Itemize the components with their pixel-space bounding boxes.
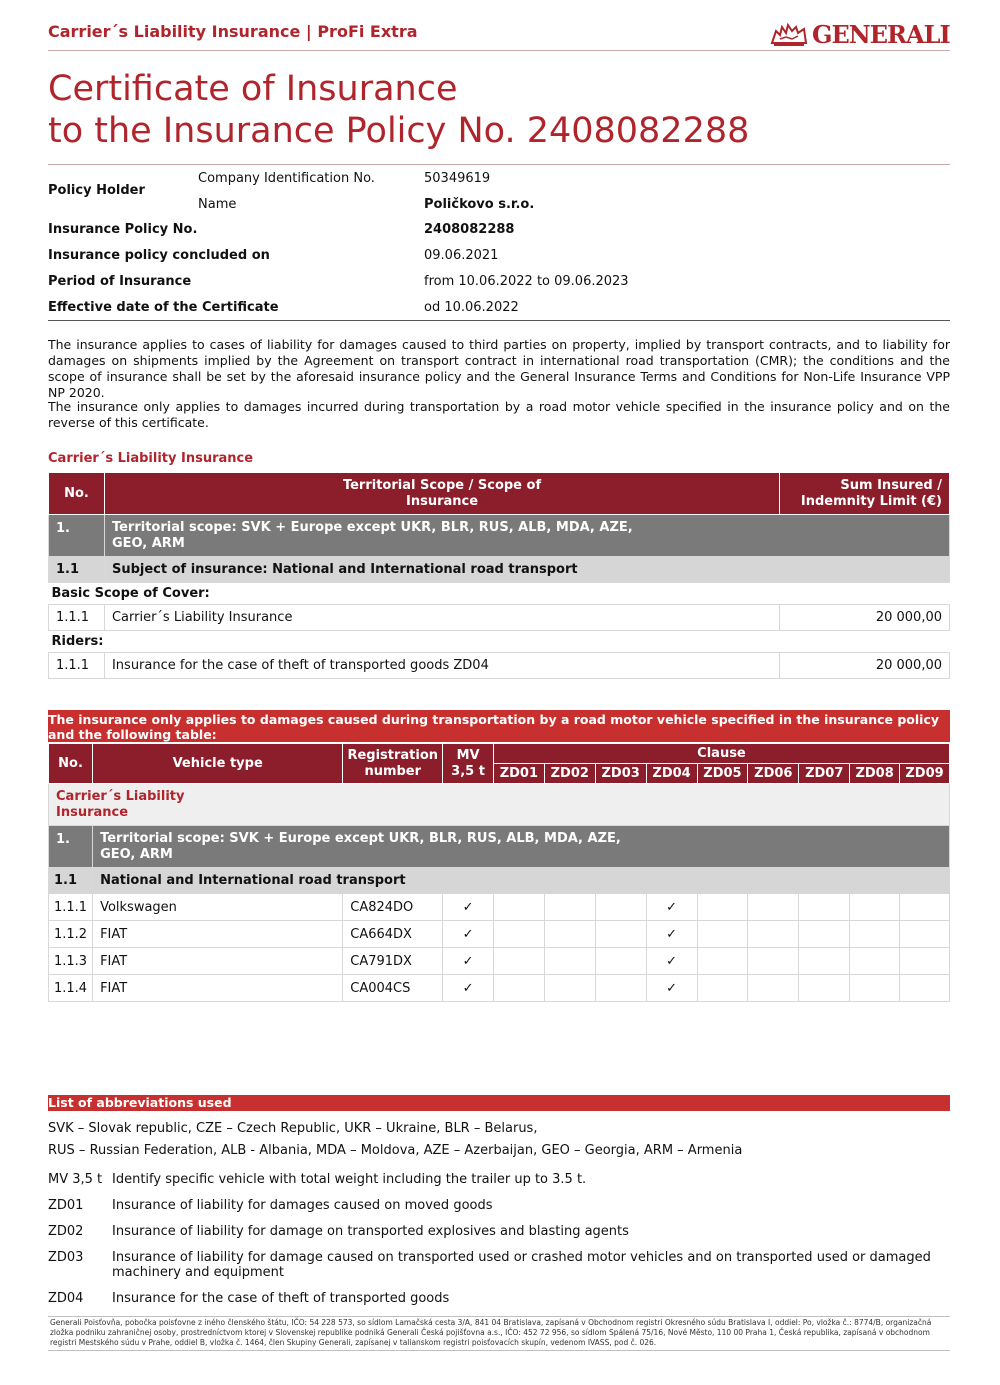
- title-line-2: to the Insurance Policy No. 2408082288: [48, 111, 750, 151]
- clause-cell: [748, 948, 799, 975]
- countries-line-1: SVK – Slovak republic, CZE – Czech Republic, UKR – Ukraine, BLR – Belarus,: [48, 1121, 538, 1136]
- zd04-check: ✓: [646, 894, 697, 921]
- vscope-cell: [93, 826, 950, 868]
- vehicle-no: 1.1.3: [49, 948, 93, 975]
- info-divider-top: [48, 164, 950, 165]
- clause-cell: [850, 894, 900, 921]
- vehicle-no: 1.1.1: [49, 894, 93, 921]
- clause-cell: [493, 948, 544, 975]
- vehicle-no: 1.1.2: [49, 921, 93, 948]
- clause-cell: [493, 975, 544, 1002]
- abbr-desc: Insurance for the case of theft of transported goods: [112, 1291, 450, 1306]
- vehicle-reg: CA791DX: [343, 948, 443, 975]
- abbr-desc: Identify specific vehicle with total weight including the trailer up to 3.5 t.: [112, 1172, 587, 1187]
- clause-cell: [900, 894, 950, 921]
- company-id-value: 50349619: [424, 171, 491, 186]
- row11-no: 1.1: [49, 557, 105, 583]
- col-no: No.: [49, 473, 105, 515]
- vehicle-type: FIAT: [93, 948, 343, 975]
- basic-cover-label: Basic Scope of Cover:: [49, 583, 950, 605]
- name-value: Poličkovo s.r.o.: [424, 197, 535, 212]
- footer-legal-text: Generali Poisťovňa, pobočka poisťovne z iného členského štátu, IČO: 54 228 573, so sídlom Lamačská cesta 3/A, 841 04 Bratislava, zapísaná v Obchodnom registri Okresného súdu Bratislava I, oddiel: Po, vložka č.: 8774/B, organizačná zložka podniku zahraničnej osoby, prostredníctvom ktorej v Slovenskej republike podniká Generali Česká pojišťovna a.s., IČO: 452 72 956, so sídlom Spálená 75/16, Nové Město, 110 00 Praha 1, Česká republika, zapísaná v obchodnom registri Mestského súdu v Prahe, oddiel B, vložka č. 1464, člen Skupiny Generali, zapísanej v talianskom registri poisťovacích skupín, vedenom IVASS, pod č. 026.: [50, 1318, 932, 1347]
- mv-check: ✓: [443, 894, 494, 921]
- concluded-label: Insurance policy concluded on: [48, 248, 270, 263]
- clause-zd09: ZD09: [900, 764, 950, 784]
- clause-cell: [595, 921, 646, 948]
- vehicle-section-text: Carrier´s Liability Insurance: [56, 788, 185, 820]
- riders-label: Riders:: [49, 631, 950, 653]
- info-divider-bottom: [48, 320, 950, 321]
- vehicle-reg: CA004CS: [343, 975, 443, 1002]
- abbr-desc: Insurance of liability for damages caused on moved goods: [112, 1198, 493, 1213]
- basic-no: 1.1.1: [49, 605, 105, 631]
- vehicle-no: 1.1.4: [49, 975, 93, 1002]
- rider-no: 1.1.1: [49, 653, 105, 679]
- concluded-value: 09.06.2021: [424, 248, 499, 263]
- clause-cell: [850, 921, 900, 948]
- table-row: [49, 975, 950, 1002]
- liability-table: [48, 472, 950, 679]
- header-divider: [48, 50, 950, 51]
- vcol-no: No.: [49, 744, 93, 784]
- clause-cell: [544, 975, 595, 1002]
- vcol-mv: MV 3,5 t: [443, 744, 494, 784]
- abbr-code: MV 3,5 t: [48, 1172, 103, 1187]
- rider-text: Insurance for the case of theft of transported goods ZD04: [104, 653, 779, 679]
- abbr-desc: Insurance of liability for damage caused on transported used or crashed motor vehicles and on transported used or damaged machinery and equipment: [112, 1250, 931, 1280]
- vehicle-paragraph: The insurance only applies to damages incurred during transportation by a road motor vehicle specified in the insurance policy and on the reverse of this certificate.: [48, 399, 950, 430]
- clause-zd01: ZD01: [493, 764, 544, 784]
- footer-divider-bottom: [48, 1350, 950, 1351]
- clause-cell: [850, 975, 900, 1002]
- clause-cell: [544, 894, 595, 921]
- clause-zd04: ZD04: [646, 764, 697, 784]
- clause-cell: [697, 921, 748, 948]
- row1-scope: Territorial scope: SVK + Europe except UKR, BLR, RUS, ALB, MDA, AZE, GEO, ARM: [111, 519, 633, 551]
- generali-logo: [770, 18, 950, 50]
- name-label: Name: [198, 197, 237, 212]
- clause-cell: [697, 894, 748, 921]
- footer-divider-top: [48, 1316, 950, 1317]
- policy-holder-label: Policy Holder: [48, 183, 145, 198]
- vscope-no: 1.: [49, 826, 93, 868]
- clause-cell: [697, 975, 748, 1002]
- zd04-check: ✓: [646, 921, 697, 948]
- clause-zd06: ZD06: [748, 764, 799, 784]
- vehicle-reg: CA664DX: [343, 921, 443, 948]
- lion-icon: [770, 21, 808, 47]
- abbreviations-banner: List of abbreviations used: [48, 1095, 950, 1111]
- vcol-clause: Clause: [493, 744, 949, 764]
- clause-cell: [748, 894, 799, 921]
- abbr-code: ZD03: [48, 1250, 84, 1265]
- clause-zd08: ZD08: [850, 764, 900, 784]
- abbr-code: ZD04: [48, 1291, 84, 1306]
- countries-line-2: RUS – Russian Federation, ALB - Albania, MDA – Moldova, AZE – Azerbaijan, GEO – Georgia, ARM – Armenia: [48, 1143, 743, 1158]
- clause-cell: [799, 975, 850, 1002]
- policy-no-value: 2408082288: [424, 222, 515, 237]
- clause-cell: [748, 975, 799, 1002]
- clause-cell: [799, 894, 850, 921]
- clause-zd02: ZD02: [544, 764, 595, 784]
- policy-no-label: Insurance Policy No.: [48, 222, 198, 237]
- clause-cell: [900, 975, 950, 1002]
- clause-cell: [697, 948, 748, 975]
- vehicle-banner: The insurance only applies to damages caused during transportation by a road motor vehicle specified in the insurance policy and the following table:: [48, 710, 950, 742]
- clause-cell: [544, 921, 595, 948]
- vehicle-table: [48, 743, 950, 1002]
- period-value: from 10.06.2022 to 09.06.2023: [424, 274, 629, 289]
- mv-check: ✓: [443, 948, 494, 975]
- clause-cell: [544, 948, 595, 975]
- basic-text: Carrier´s Liability Insurance: [104, 605, 779, 631]
- effective-value: od 10.06.2022: [424, 300, 519, 315]
- row11-text: Subject of insurance: National and International road transport: [104, 557, 949, 583]
- mv-check: ✓: [443, 921, 494, 948]
- clause-zd03: ZD03: [595, 764, 646, 784]
- basic-sum: 20 000,00: [780, 605, 950, 631]
- clause-zd05: ZD05: [697, 764, 748, 784]
- zd04-check: ✓: [646, 948, 697, 975]
- abbr-code: ZD01: [48, 1198, 84, 1213]
- effective-label: Effective date of the Certificate: [48, 300, 279, 315]
- period-label: Period of Insurance: [48, 274, 192, 289]
- vehicle-reg: CA824DO: [343, 894, 443, 921]
- vscope-text: Territorial scope: SVK + Europe except UKR, BLR, RUS, ALB, MDA, AZE, GEO, ARM: [100, 830, 621, 862]
- table-row: [49, 894, 950, 921]
- abbr-code: ZD02: [48, 1224, 84, 1239]
- vehicle-type: FIAT: [93, 921, 343, 948]
- col-scope: [104, 473, 779, 515]
- vehicle-type: FIAT: [93, 975, 343, 1002]
- abbr-desc: Insurance of liability for damage on transported explosives and blasting agents: [112, 1224, 629, 1239]
- table-row: [49, 948, 950, 975]
- liability-section-title: Carrier´s Liability Insurance: [48, 451, 254, 466]
- certificate-title: [48, 68, 749, 152]
- header-title: Carrier´s Liability Insurance | ProFi Extra: [48, 22, 418, 41]
- clause-cell: [493, 921, 544, 948]
- row1-text: [104, 515, 949, 557]
- coverage-paragraph: The insurance applies to cases of liability for damages caused to third parties on property, implied by transport contracts, and to liability for damages on shipments implied by the Agreement on transport contract in international road transportation (CMR); the conditions and the scope of insurance shall be set by the aforesaid insurance policy and the General Insurance Terms and Conditions for Non-Life Insurance VPP NP 2020.: [48, 337, 950, 400]
- col-scope-text: Territorial Scope / Scope of Insurance: [342, 477, 542, 509]
- company-id-label: Company Identification No.: [198, 171, 375, 186]
- clause-zd07: ZD07: [799, 764, 850, 784]
- mv-check: ✓: [443, 975, 494, 1002]
- title-line-1: Certificate of Insurance: [48, 69, 458, 109]
- clause-cell: [595, 948, 646, 975]
- rider-sum: 20 000,00: [780, 653, 950, 679]
- vsub-no: 1.1: [49, 868, 93, 894]
- clause-cell: [799, 921, 850, 948]
- col-sum: Sum Insured / Indemnity Limit (€): [780, 473, 950, 515]
- vsub-text: National and International road transport: [93, 868, 950, 894]
- row1-no: 1.: [49, 515, 105, 557]
- clause-cell: [595, 975, 646, 1002]
- clause-cell: [799, 948, 850, 975]
- clause-cell: [493, 894, 544, 921]
- clause-cell: [900, 948, 950, 975]
- clause-cell: [748, 921, 799, 948]
- clause-cell: [595, 894, 646, 921]
- vcol-reg: Registration number: [343, 744, 443, 784]
- clause-cell: [900, 921, 950, 948]
- vehicle-type: Volkswagen: [93, 894, 343, 921]
- zd04-check: ✓: [646, 975, 697, 1002]
- vcol-type: Vehicle type: [93, 744, 343, 784]
- logo-text: GENERALI: [812, 19, 950, 49]
- clause-cell: [850, 948, 900, 975]
- table-row: [49, 921, 950, 948]
- vehicle-section-label: [49, 784, 950, 826]
